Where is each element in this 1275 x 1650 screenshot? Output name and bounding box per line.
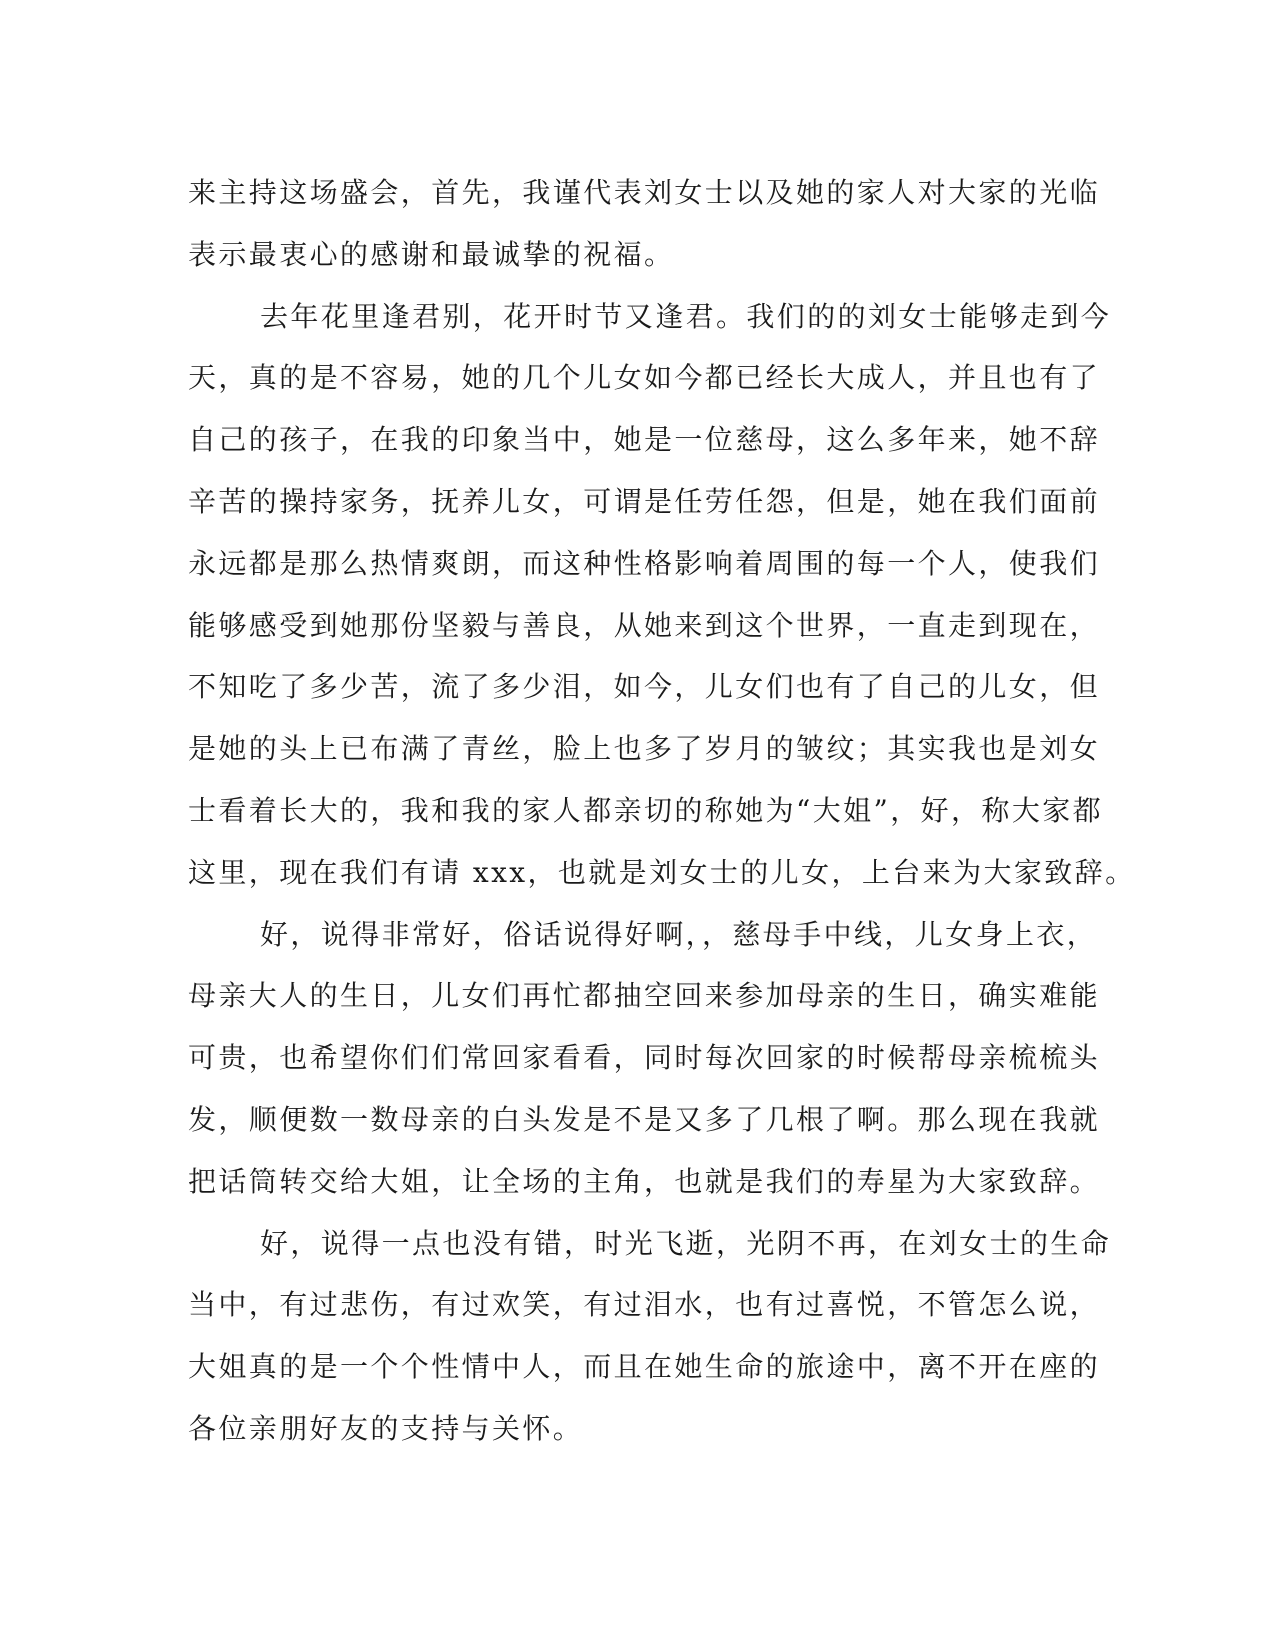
text-line: 能够感受到她那份坚毅与善良，从她来到这个世界，一直走到现在， [188, 608, 1101, 642]
document-body [188, 162, 1136, 1460]
text-line: 自己的孩子，在我的印象当中，她是一位慈母，这么多年来，她不辞 [188, 423, 1101, 457]
text-line: 母亲大人的生日，儿女们再忙都抽空回来参加母亲的生日，确实难能 [188, 979, 1101, 1013]
text-line: 不知吃了多少苦，流了多少泪，如今，儿女们也有了自己的儿女，但 [188, 670, 1101, 704]
text-line: 各位亲朋好友的支持与关怀。 [188, 1411, 584, 1445]
text-line: 是她的头上已布满了青丝，脸上也多了岁月的皱纹；其实我也是刘女 [188, 732, 1101, 766]
text-line: 把话筒转交给大姐，让全场的主角，也就是我们的寿星为大家致辞。 [188, 1164, 1101, 1198]
text-line: 来主持这场盛会，首先，我谨代表刘女士以及她的家人对大家的光临 [188, 176, 1101, 209]
text-line: 发，顺便数一数母亲的白头发是不是又多了几根了啊。那么现在我就 [188, 1102, 1101, 1136]
paragraph-first-line: 好，说得非常好，俗话说得好啊，，慈母手中线，儿女身上衣， [260, 917, 1098, 951]
text-line: 辛苦的操持家务，抚养儿女，可谓是任劳任怨，但是，她在我们面前 [188, 484, 1101, 518]
paragraph-first-line: 好，说得一点也没有错，时光飞逝，光阴不再，在刘女士的生命 [260, 1226, 1112, 1260]
text-line: 可贵，也希望你们们常回家看看，同时每次回家的时候帮母亲梳梳头 [188, 1041, 1101, 1075]
text-line: 这里，现在我们有请 xxx，也就是刘女士的儿女，上台来为大家致辞。 [188, 855, 1136, 889]
text-line: 大姐真的是一个个性情中人，而且在她生命的旅途中，离不开在座的 [188, 1350, 1101, 1384]
text-line: 当中，有过悲伤，有过欢笑，有过泪水，也有过喜悦，不管怎么说， [188, 1288, 1101, 1322]
text-line: 士看着长大的，我和我的家人都亲切的称她为“大姐”，好，称大家都 [188, 793, 1104, 827]
text-line: 表示最衷心的感谢和最诚挚的祝福。 [188, 237, 675, 271]
text-line: 天，真的是不容易，她的几个儿女如今都已经长大成人，并且也有了 [188, 361, 1101, 395]
text-line: 永远都是那么热情爽朗，而这种性格影响着周围的每一个人，使我们 [188, 546, 1101, 580]
paragraph-first-line: 去年花里逢君别，花开时节又逢君。我们的的刘女士能够走到今 [260, 299, 1112, 333]
